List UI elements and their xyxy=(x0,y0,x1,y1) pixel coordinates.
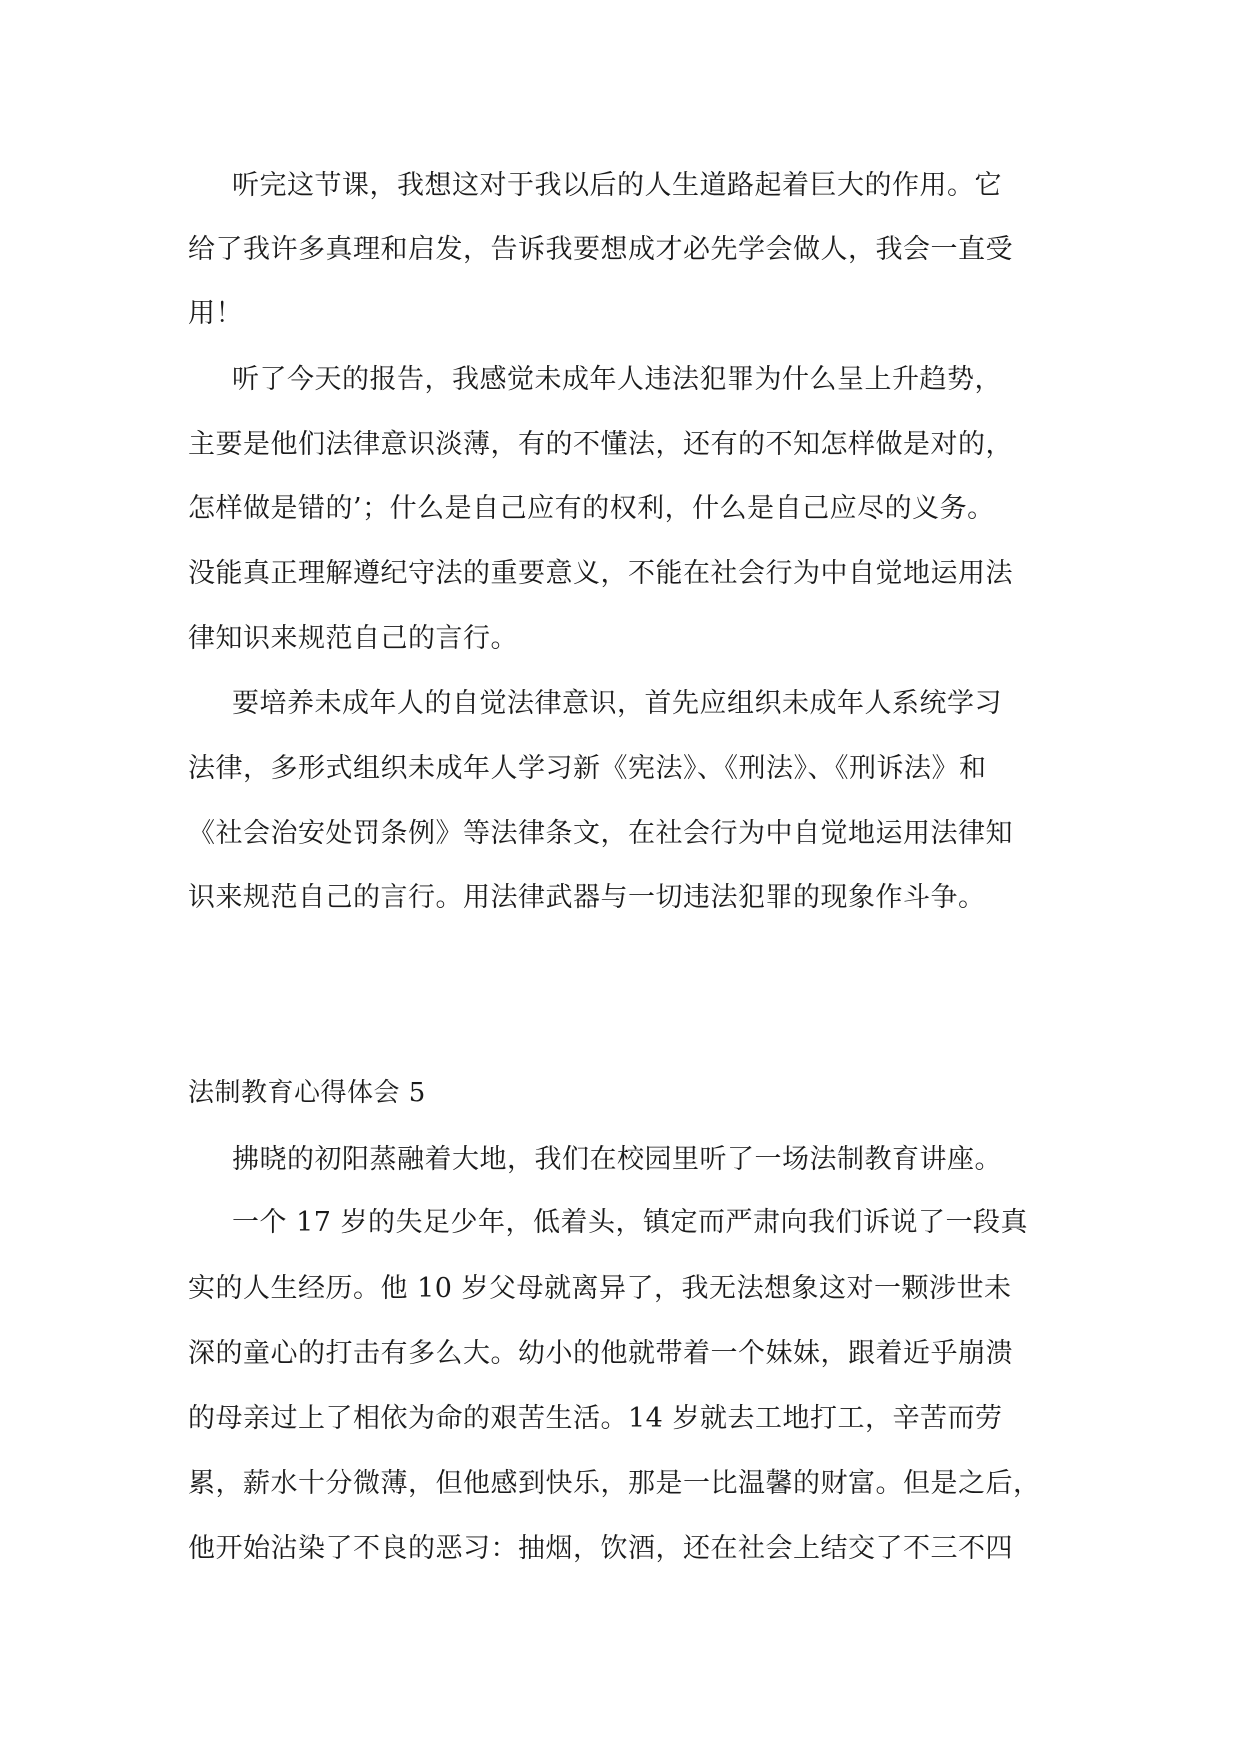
paragraph-line: 实的人生经历。他 10 岁父母就离异了，我无法想象这对一颗涉世未 xyxy=(188,1273,1012,1304)
paragraph-line: 怎样做是错的’；什么是自己应有的权利，什么是自己应尽的义务。 xyxy=(188,493,995,524)
paragraph-line: 的母亲过上了相依为命的艰苦生活。14 岁就去工地打工，辛苦而劳 xyxy=(188,1403,1003,1434)
paragraph-line: 没能真正理解遵纪守法的重要意义，不能在社会行为中自觉地运用法 xyxy=(188,558,1013,589)
paragraph-line: 律知识来规范自己的言行。 xyxy=(188,623,518,654)
paragraph-line: 用！ xyxy=(188,298,243,329)
paragraph-line: 给了我许多真理和启发，告诉我要想成才必先学会做人，我会一直受 xyxy=(188,234,1013,265)
paragraph-line: 累，薪水十分微薄，但他感到快乐，那是一比温馨的财富。但是之后， xyxy=(188,1468,1041,1499)
paragraph-line: 听完这节课，我想这对于我以后的人生道路起着巨大的作用。它 xyxy=(232,170,1002,201)
paragraph-line: 主要是他们法律意识淡薄，有的不懂法，还有的不知怎样做是对的， xyxy=(188,429,1013,460)
paragraph-line: 拂晓的初阳蒸融着大地，我们在校园里听了一场法制教育讲座。 xyxy=(232,1144,1002,1175)
paragraph-line: 要培养未成年人的自觉法律意识，首先应组织未成年人系统学习 xyxy=(232,688,1002,719)
paragraph-line: 《社会治安处罚条例》等法律条文，在社会行为中自觉地运用法律知 xyxy=(188,818,1013,849)
paragraph-line: 听了今天的报告，我感觉未成年人违法犯罪为什么呈上升趋势， xyxy=(232,364,1002,395)
paragraph-line: 识来规范自己的言行。用法律武器与一切违法犯罪的现象作斗争。 xyxy=(188,882,986,913)
section-title: 法制教育心得体会 5 xyxy=(188,1078,426,1108)
paragraph-line: 一个 17 岁的失足少年，低着头，镇定而严肃向我们诉说了一段真 xyxy=(232,1207,1029,1238)
paragraph-line: 他开始沾染了不良的恶习：抽烟，饮酒，还在社会上结交了不三不四 xyxy=(188,1533,1013,1564)
paragraph-line: 法律，多形式组织未成年人学习新《宪法》、《刑法》、《刑诉法》和 xyxy=(188,753,987,784)
paragraph-line: 深的童心的打击有多么大。幼小的他就带着一个妹妹，跟着近乎崩溃 xyxy=(188,1338,1013,1369)
